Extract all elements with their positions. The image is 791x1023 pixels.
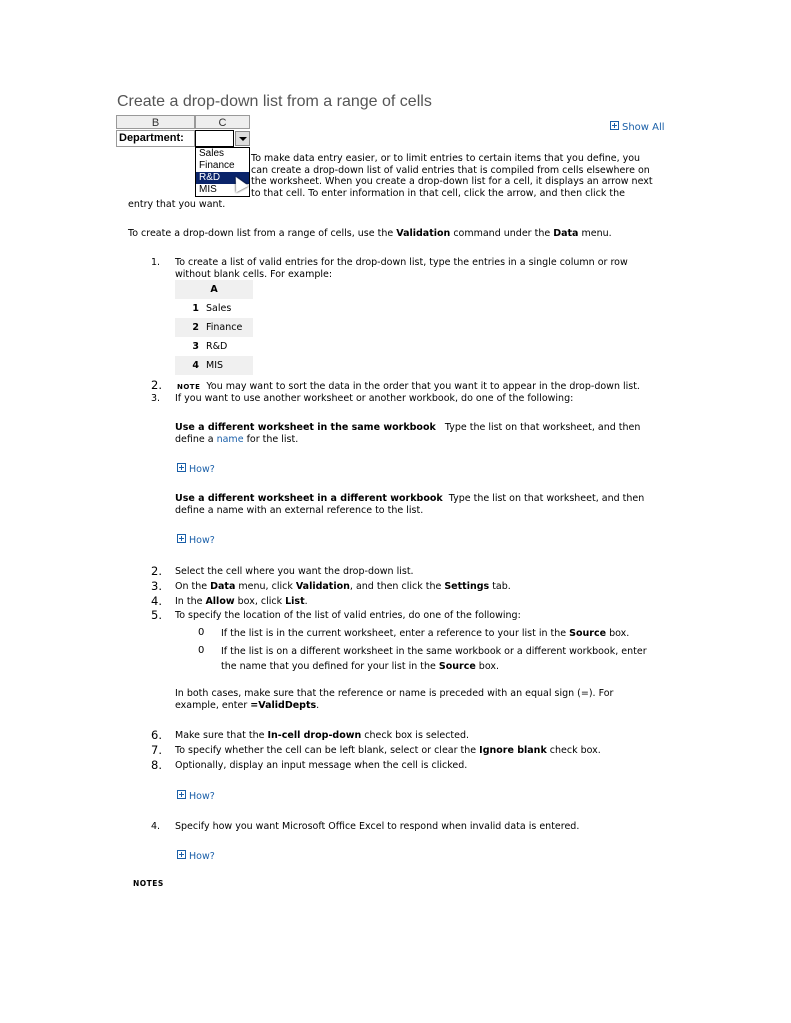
row-number: 4 [192, 360, 199, 371]
text: command under the [450, 228, 554, 239]
ui-term: Ignore blank [479, 745, 547, 756]
text: . [304, 596, 308, 607]
row-number: 3 [192, 341, 199, 352]
page-title: Create a drop-down list from a range of cells [117, 93, 432, 110]
step-number: 7. [151, 743, 162, 757]
text: In both cases, make sure that the reference or name is preceded with an equal sign (=). For [175, 688, 614, 699]
dropdown-option: Finance [199, 160, 235, 171]
bullet-marker: 0 [198, 645, 205, 656]
how-link[interactable] [177, 850, 215, 862]
step-text [175, 730, 665, 742]
text: menu. [578, 228, 612, 239]
step-number: 3. [151, 579, 162, 593]
text: menu, click [235, 581, 296, 592]
ui-term: In-cell drop-down [267, 730, 362, 741]
notes-heading: NOTES [133, 879, 164, 888]
option-heading: Use a different worksheet in the same workbook [175, 422, 436, 433]
step-number: 8. [151, 758, 162, 772]
expand-icon [177, 534, 186, 543]
text: the name that you defined for your list in the [221, 660, 439, 672]
bullet-marker: 0 [198, 627, 205, 638]
step-text [175, 745, 665, 757]
text: If the list is on a different worksheet in the same workbook or a different workbook, enter [221, 646, 647, 657]
intro-line: To make data entry easier, or to limit entries to certain items that you define, you [251, 153, 641, 164]
expand-icon [177, 850, 186, 859]
column-header-c: C [195, 115, 250, 129]
example-value: =ValidDepts [250, 699, 317, 711]
ui-term: Source [569, 628, 607, 639]
table-row [175, 337, 253, 356]
text: box, click [234, 596, 286, 607]
step-text [175, 581, 665, 593]
dropdown-cell [195, 130, 234, 147]
ui-term: Settings [444, 581, 490, 592]
text: On the [175, 581, 211, 592]
intro-line: entry that you want. [128, 199, 226, 210]
text: box. [475, 660, 499, 672]
step-text: To specify the location of the list of valid entries, do one of the following: [175, 610, 521, 621]
text: check box is selected. [361, 730, 470, 741]
step-number: 5. [151, 608, 162, 622]
step-text: Specify how you want Microsoft Office Excel to respond when invalid data is entered. [175, 821, 580, 832]
name-glossary-link[interactable]: name [216, 433, 244, 445]
ui-term: Validation [396, 228, 451, 239]
step-number: 2. [151, 378, 162, 392]
how-label: How? [189, 464, 215, 475]
expand-icon [610, 121, 619, 130]
step-text [175, 596, 665, 608]
note-text: You may want to sort the data in the order that you want it to appear in the drop-down list. [206, 381, 640, 392]
step-number: 4. [151, 821, 161, 832]
text: . [316, 699, 320, 711]
step-text [175, 257, 665, 280]
dropdown-option-selected: R&D [196, 172, 249, 184]
step-number: 3. [151, 393, 161, 404]
table-header [175, 280, 253, 299]
ui-term: Data [210, 581, 236, 592]
how-link[interactable] [177, 463, 215, 475]
text: tab. [489, 581, 511, 592]
expand-icon [177, 463, 186, 472]
bullet-text [221, 646, 647, 672]
how-label: How? [189, 791, 215, 802]
option-text: for the list. [243, 433, 299, 445]
ui-term: Validation [295, 581, 350, 592]
intro-line: can create a drop-down list of valid entries that is compiled from cells elsewhere on [251, 164, 650, 176]
row-number: 1 [192, 303, 199, 314]
both-cases-paragraph [175, 688, 665, 711]
column-header-a: A [210, 284, 218, 295]
row-number: 2 [192, 322, 199, 333]
option-heading: Use a different worksheet in a different workbook [175, 493, 443, 504]
option-same-workbook [175, 422, 665, 445]
dropdown-option: Sales [199, 148, 225, 159]
column-header-b: B [116, 115, 195, 129]
text: In the [175, 596, 206, 607]
intro-line: to that cell. To enter information in that cell, click the arrow, and then click the [251, 187, 625, 199]
step-text: Optionally, display an input message when the cell is clicked. [175, 760, 468, 771]
intro-paragraph [251, 153, 653, 199]
cell-value: R&D [206, 341, 228, 352]
show-all-link[interactable] [610, 121, 665, 133]
step-line: To create a list of valid entries for the drop-down list, type the entries in a single column or row [175, 257, 628, 268]
how-label: How? [189, 535, 215, 546]
dropdown-option: MIS [199, 184, 217, 195]
option-text: define a name with an external reference to the list. [175, 504, 424, 516]
cell-value: MIS [206, 360, 224, 371]
text: , and then click the [349, 581, 445, 592]
cell-value: Sales [206, 303, 232, 314]
bullet-text [221, 628, 629, 639]
instruction-line [128, 228, 612, 239]
cell-value: Finance [206, 322, 243, 333]
text: To create a drop-down list from a range of cells, use the [128, 228, 397, 239]
how-label: How? [189, 851, 215, 862]
example-table [175, 280, 253, 375]
ui-term: Source [438, 660, 476, 672]
option-text: define a [175, 433, 217, 445]
ui-term: Allow [205, 596, 235, 607]
dropdown-arrow-icon [235, 131, 250, 146]
text: check box. [546, 745, 601, 756]
step-number: 4. [151, 594, 162, 608]
note-line [177, 381, 640, 392]
step-number: 1. [151, 257, 161, 268]
text: Make sure that the [175, 730, 268, 741]
expand-icon [177, 790, 186, 799]
text: example, enter [175, 699, 251, 711]
text: To specify whether the cell can be left blank, select or clear the [175, 745, 480, 756]
text: If the list is in the current worksheet, enter a reference to your list in the [221, 628, 570, 639]
how-link[interactable] [177, 534, 215, 546]
ui-term: List [285, 596, 305, 607]
note-label: NOTE [177, 383, 201, 391]
option-text: Type the list on that worksheet, and then [444, 422, 641, 433]
table-row [175, 299, 253, 318]
department-label: Department: [116, 130, 195, 147]
step-line: without blank cells. For example: [175, 268, 333, 280]
step-text: If you want to use another worksheet or another workbook, do one of the following: [175, 393, 574, 404]
text: box. [606, 628, 630, 639]
ui-term: Data [553, 228, 579, 239]
step-number: 2. [151, 564, 162, 578]
step-text: Select the cell where you want the drop-down list. [175, 566, 414, 577]
dropdown-list [195, 147, 250, 197]
option-different-workbook [175, 493, 665, 516]
step-number: 6. [151, 728, 162, 742]
show-all-label: Show All [622, 122, 665, 133]
option-text: Type the list on that worksheet, and then [448, 493, 645, 504]
intro-line: the worksheet. When you create a drop-down list for a cell, it displays an arrow next [251, 176, 653, 187]
table-row [175, 318, 253, 337]
table-row [175, 356, 253, 375]
how-link[interactable] [177, 790, 215, 802]
